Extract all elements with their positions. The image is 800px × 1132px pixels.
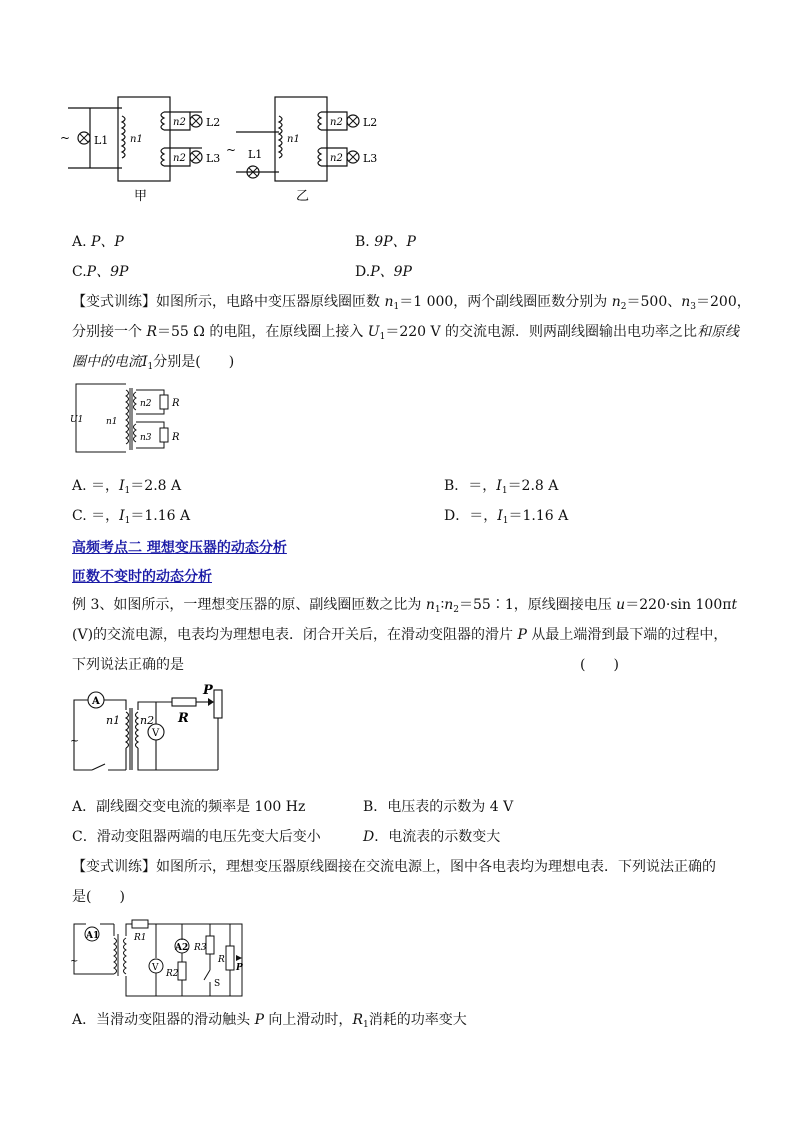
variant2-line1: 【变式训练】如图所示，理想变压器原线圈接在交流电源上，图中各电表均为理想电表．下列说法正确的: [72, 859, 716, 875]
fig4-label-R: R: [218, 955, 225, 965]
fig2-label-R-bottom: R: [172, 432, 180, 443]
q1-option-c[interactable]: C.P、9P: [72, 264, 129, 280]
variant1-line1: 【变式训练】如图所示，电路中变压器原线圈匝数 $n_1=1$ 000，两个副线圈匝数分别为 $n_2=500$、$n_3=200$，: [72, 294, 751, 312]
fig3-label-n1: n1: [106, 714, 121, 727]
fig1-label-n2-bottom: n2: [173, 153, 186, 164]
example3-option-a[interactable]: A．副线圈交变电流的频率是 100 Hz: [72, 799, 306, 815]
fig3-label-R: R: [178, 711, 189, 726]
fig2-label-n1: n1: [106, 417, 118, 427]
fig1-label-n2-top-yi: n2: [330, 117, 343, 128]
fig4-tilde: ~: [70, 956, 79, 967]
fig1-tilde-yi: ~: [226, 143, 237, 157]
variant1-option-b[interactable]: B．＝，$I_1=2.8$ A: [444, 478, 559, 496]
variant2-option-a[interactable]: A．当滑动变阻器的滑动触头 P 向上滑动时，$R_1$消耗的功率变大: [72, 1012, 467, 1030]
q1-option-a[interactable]: A. P、P: [72, 234, 124, 250]
fig3-label-n2: n2: [140, 714, 155, 727]
fig3-voltmeter-V: V: [152, 728, 160, 739]
fig4-label-R1: R1: [134, 933, 147, 943]
example3-answer-paren: ( ): [580, 657, 619, 673]
example3-option-b[interactable]: B．电压表的示数为 4 V: [363, 799, 514, 815]
fig1-label-n2-bottom-yi: n2: [330, 153, 343, 164]
transformer-figure-two-secondaries: [70, 380, 190, 460]
fig4-label-R3: R3: [194, 943, 207, 953]
fig4-ammeter-A2: A2: [175, 943, 189, 953]
fig3-label-P: P: [203, 683, 213, 698]
fig1-label-L2-yi: L2: [363, 116, 378, 129]
example3-option-d[interactable]: D．电流表的示数变大: [363, 829, 501, 845]
example3-line3: 下列说法正确的是: [72, 657, 184, 673]
example3-option-c[interactable]: C．滑动变阻器两端的电压先变大后变小: [72, 829, 321, 845]
fig4-label-S: S: [214, 979, 221, 989]
variant1-line2: 分别接一个 R＝55 Ω 的电阻，在原线圈上接入 $U_1=220$ V 的交流电源．则两副线圈输出电功率之比和原线: [72, 324, 740, 342]
transformer-figure-jia-yi: [60, 92, 380, 212]
transformer-figure-rheostat: [70, 684, 240, 776]
fig2-label-n2: n2: [140, 399, 152, 409]
fig1-label-n2-top: n2: [173, 117, 186, 128]
fig1-label-L1-yi: L1: [248, 148, 263, 161]
fig1-label-L3-yi: L3: [363, 152, 378, 165]
fig1-label-L3: L3: [206, 152, 221, 165]
fig1-label-n1: n1: [130, 134, 143, 145]
fig2-label-U1: U1: [70, 415, 84, 425]
variant1-option-c[interactable]: C. ＝，$I_1=1.16$ A: [72, 508, 191, 526]
fig2-label-n3: n3: [140, 433, 152, 443]
section-title[interactable]: 高频考点二 理想变压器的动态分析: [72, 540, 287, 556]
fig1-tilde-jia: ~: [60, 131, 71, 145]
fig1-label-L2: L2: [206, 116, 221, 129]
example3-line2: (V)的交流电源，电表均为理想电表．闭合开关后，在滑动变阻器的滑片 P 从最上端滑到最下端的过程中，: [72, 627, 728, 643]
fig1-caption-jia: 甲: [134, 189, 148, 204]
example3-line1: 例 3、如图所示，一理想变压器的原、副线圈匝数之比为 $n_1∶n_2=55∶1$，原线圈接电压 u＝220·sin 100πt: [72, 597, 738, 615]
fig1-label-L1: L1: [94, 134, 109, 147]
variant2-line2: 是( ): [72, 889, 125, 905]
fig1-label-n1-yi: n1: [287, 134, 300, 145]
variant1-option-a[interactable]: A. ＝，$I_1=2.8$ A: [72, 478, 182, 496]
fig4-voltmeter-V: V: [152, 963, 159, 973]
fig3-tilde: ~: [70, 734, 80, 747]
section-subtitle[interactable]: 匝数不变时的动态分析: [72, 569, 212, 585]
fig4-label-P: P: [236, 963, 243, 973]
variant1-option-d[interactable]: D．＝，$I_1=1.16$ A: [444, 508, 569, 526]
q1-option-d[interactable]: D.P、9P: [355, 264, 412, 280]
transformer-figure-complex: [70, 914, 250, 1006]
fig3-ammeter-A: A: [92, 696, 100, 707]
fig4-ammeter-A1: A1: [86, 931, 100, 941]
fig4-label-R2: R2: [166, 969, 179, 979]
fig2-label-R-top: R: [172, 398, 180, 409]
variant1-line3: 圈中的电流$I_1$分别是( ): [72, 354, 235, 372]
q1-option-b[interactable]: B. 9P、P: [355, 234, 416, 250]
fig1-caption-yi: 乙: [296, 189, 310, 204]
